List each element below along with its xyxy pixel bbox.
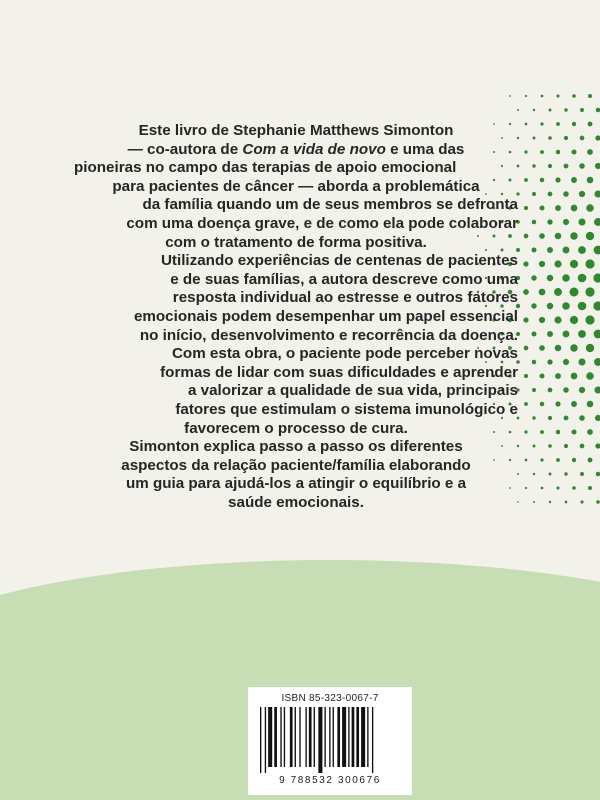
barcode-bar — [274, 707, 277, 767]
pattern-dot — [548, 444, 552, 448]
pattern-dot — [539, 205, 544, 210]
barcode-bar — [356, 707, 359, 767]
pattern-dot — [570, 316, 578, 324]
pattern-dot — [586, 344, 594, 352]
barcode-bar — [265, 707, 266, 773]
pattern-dot — [548, 136, 552, 140]
pattern-dot — [594, 330, 600, 339]
pattern-dot — [593, 301, 600, 310]
book-title-reference: Com a vida de novo — [242, 140, 386, 158]
pattern-dot — [554, 260, 561, 267]
blurb-line: no início, desenvolvimento e recorrência da doença. — [139, 326, 518, 344]
pattern-dot — [556, 150, 560, 154]
pattern-dot — [532, 416, 535, 419]
barcode-bar — [352, 707, 355, 767]
pattern-dot — [572, 122, 576, 126]
pattern-dot — [563, 387, 569, 393]
pattern-dot — [540, 122, 543, 125]
pattern-dot — [570, 232, 577, 239]
blurb-line: fatores que estimulam o sistema imunológico e — [175, 400, 518, 418]
blurb-line: com uma doença grave, e de como ela pode colaborar — [126, 214, 518, 232]
pattern-dot — [586, 204, 593, 211]
pattern-dot — [555, 177, 560, 182]
pattern-dot — [593, 273, 600, 282]
blurb-line: Utilizando experiências de centenas de pacientes — [160, 252, 518, 270]
pattern-dot — [532, 332, 537, 337]
barcode-bars — [258, 707, 404, 773]
pattern-dot — [539, 261, 545, 267]
pattern-dot — [525, 95, 527, 97]
pattern-dot — [570, 288, 579, 297]
pattern-dot — [587, 429, 593, 435]
pattern-dot — [587, 401, 594, 408]
pattern-dot — [525, 459, 528, 462]
pattern-dot — [578, 218, 585, 225]
barcode-bar — [367, 707, 368, 767]
pattern-dot — [585, 315, 594, 324]
pattern-dot — [524, 346, 529, 351]
pattern-dot — [586, 372, 593, 379]
pattern-dot — [524, 206, 528, 210]
blurb-line: a valorizar a qualidade de sua vida, principais — [187, 382, 518, 400]
pattern-dot — [547, 303, 554, 310]
pattern-dot — [556, 122, 560, 126]
pattern-dot — [532, 360, 536, 364]
blurb-line: Com esta obra, o paciente pode perceber novas — [171, 345, 518, 363]
pattern-dot — [524, 430, 527, 433]
pattern-dot — [588, 458, 593, 463]
barcode-label — [248, 687, 412, 795]
pattern-dot — [571, 401, 577, 407]
barcode-bar — [299, 707, 300, 767]
pattern-dot — [547, 247, 553, 253]
pattern-dot — [555, 233, 562, 240]
pattern-dot — [586, 232, 594, 240]
pattern-dot — [531, 275, 536, 280]
pattern-dot — [588, 94, 592, 98]
barcode-bar — [348, 707, 349, 767]
pattern-dot — [578, 246, 586, 254]
blurb-line: para pacientes de câncer — aborda a problemática — [112, 177, 480, 195]
pattern-dot — [539, 345, 545, 351]
barcode-bar — [337, 707, 340, 767]
blurb-line: com o tratamento de forma positiva. — [165, 233, 427, 251]
pattern-dot — [570, 344, 577, 351]
pattern-dot — [595, 443, 600, 448]
pattern-dot — [579, 415, 585, 421]
pattern-dot — [571, 205, 578, 212]
pattern-dot — [564, 416, 569, 421]
pattern-dot — [547, 275, 554, 282]
pattern-dot — [572, 94, 576, 98]
barcode-bar — [284, 707, 285, 767]
pattern-dot — [564, 444, 568, 448]
pattern-dot — [572, 486, 576, 490]
pattern-dot — [594, 190, 600, 197]
pattern-dot — [524, 234, 529, 239]
pattern-dot — [587, 149, 593, 155]
pattern-dot — [595, 135, 600, 140]
pattern-dot — [539, 373, 544, 378]
pattern-dot — [562, 302, 570, 310]
pattern-dot — [539, 233, 545, 239]
back-cover-blurb — [74, 122, 518, 512]
barcode-bar — [290, 707, 293, 767]
pattern-dot — [547, 359, 552, 364]
barcode-bar — [260, 707, 261, 773]
pattern-dot — [588, 122, 593, 127]
pattern-dot — [587, 177, 594, 184]
blurb-line: Simonton explica passo a passo os diferentes — [129, 438, 463, 456]
pattern-dot — [525, 487, 527, 489]
pattern-dot — [531, 303, 536, 308]
pattern-dot — [549, 109, 552, 112]
pattern-dot — [570, 260, 578, 268]
pattern-dot — [585, 259, 594, 268]
pattern-dot — [524, 402, 528, 406]
pattern-dot — [571, 177, 577, 183]
barcode-bar — [329, 707, 330, 767]
blurb-line: — co-autora de Com a vida de novo e uma das — [127, 140, 465, 158]
pattern-dot — [532, 220, 536, 224]
barcode-bar — [305, 707, 306, 767]
pattern-dot — [555, 401, 560, 406]
pattern-dot — [548, 388, 553, 393]
barcode-bar — [324, 707, 325, 767]
pattern-dot — [562, 274, 570, 282]
pattern-dot — [555, 373, 561, 379]
pattern-dot — [540, 458, 543, 461]
blurb-line: aspectos da relação paciente/família elaborando — [121, 456, 471, 474]
pattern-dot — [571, 429, 576, 434]
pattern-dot — [549, 501, 551, 503]
pattern-dot — [594, 218, 600, 226]
pattern-dot — [580, 136, 585, 141]
pattern-dot — [548, 192, 553, 197]
pattern-dot — [533, 445, 536, 448]
blurb-line: saúde emocionais. — [228, 493, 364, 511]
barcode-bar — [268, 707, 272, 767]
pattern-dot — [571, 373, 578, 380]
pattern-dot — [539, 317, 545, 323]
pattern-dot — [524, 178, 528, 182]
pattern-dot — [579, 387, 585, 393]
pattern-dot — [532, 164, 535, 167]
pattern-dot — [523, 317, 528, 322]
pattern-dot — [580, 444, 585, 449]
pattern-dot — [563, 191, 569, 197]
pattern-dot — [594, 386, 600, 393]
pattern-dot — [525, 123, 528, 126]
blurb-line: emocionais podem desempenhar um papel essencial — [133, 307, 518, 325]
pattern-dot — [578, 330, 586, 338]
pattern-dot — [539, 289, 546, 296]
pattern-dot — [563, 219, 569, 225]
pattern-dot — [532, 388, 536, 392]
pattern-dot — [588, 486, 592, 490]
blurb-line: favorecem o processo de cura. — [184, 419, 408, 437]
pattern-dot — [540, 430, 544, 434]
pattern-dot — [540, 402, 544, 406]
pattern-dot — [556, 486, 559, 489]
pattern-dot — [563, 331, 570, 338]
pattern-dot — [578, 358, 585, 365]
pattern-dot — [517, 109, 519, 111]
pattern-dot — [556, 430, 560, 434]
pattern-dot — [532, 248, 537, 253]
pattern-dot — [596, 472, 600, 476]
pattern-dot — [548, 164, 552, 168]
pattern-dot — [523, 289, 529, 295]
pattern-dot — [564, 472, 567, 475]
pattern-dot — [565, 501, 568, 504]
blurb-line: Este livro de Stephanie Matthews Simonton — [138, 122, 454, 139]
pattern-dot — [533, 109, 535, 111]
pattern-dot — [585, 287, 594, 296]
barcode-bar — [318, 707, 322, 773]
pattern-dot — [524, 150, 527, 153]
pattern-dot — [523, 261, 528, 266]
barcode-bar — [280, 707, 281, 767]
pattern-dot — [579, 191, 585, 197]
pattern-dot — [547, 331, 553, 337]
pattern-dot — [580, 472, 584, 476]
pattern-dot — [572, 458, 576, 462]
barcode-bar — [333, 707, 334, 767]
pattern-dot — [524, 374, 528, 378]
pattern-dot — [541, 487, 544, 490]
pattern-dot — [594, 358, 600, 366]
pattern-dot — [595, 163, 600, 169]
blurb-line: da família quando um de seus membros se defronta — [142, 196, 518, 214]
pattern-dot — [540, 150, 544, 154]
blurb-line: e de suas famílias, a autora descreve como uma — [170, 270, 518, 288]
pattern-dot — [554, 288, 562, 296]
barcode-bar — [372, 707, 373, 773]
pattern-dot — [554, 316, 561, 323]
pattern-dot — [578, 302, 587, 311]
pattern-dot — [563, 359, 569, 365]
pattern-dot — [579, 163, 585, 169]
pattern-dot — [596, 500, 600, 504]
pattern-dot — [547, 219, 552, 224]
blurb-line: resposta individual ao estresse e outros fatores — [172, 289, 518, 307]
barcode-bar — [361, 707, 365, 767]
pattern-dot — [533, 137, 536, 140]
pattern-dot — [580, 500, 583, 503]
pattern-dot — [555, 345, 562, 352]
pattern-dot — [595, 415, 600, 421]
pattern-dot — [578, 274, 587, 283]
pattern-dot — [549, 473, 552, 476]
barcode-bar — [314, 707, 315, 767]
pattern-dot — [563, 247, 570, 254]
pattern-dot — [533, 473, 535, 475]
pattern-dot — [548, 416, 552, 420]
isbn-text: ISBN 85-323-0067-7 — [281, 693, 379, 704]
pattern-dot — [580, 108, 584, 112]
pattern-dot — [532, 192, 536, 196]
blurb-line: um guia para ajudá-los a atingir o equilíbrio e a — [125, 475, 467, 493]
pattern-dot — [555, 205, 561, 211]
pattern-dot — [556, 94, 559, 97]
pattern-dot — [571, 149, 576, 154]
pattern-dot — [541, 95, 544, 98]
pattern-dot — [564, 164, 569, 169]
blurb-line: formas de lidar com suas dificuldades e aprender — [160, 363, 518, 381]
barcode-bar — [309, 707, 312, 767]
blurb-line: pioneiras no campo das terapias de apoio emocional — [74, 159, 457, 177]
pattern-dot — [533, 501, 535, 503]
pattern-dot — [564, 108, 567, 111]
pattern-dot — [564, 136, 568, 140]
barcode-bar — [342, 707, 346, 767]
barcode-bar — [295, 707, 296, 767]
pattern-dot — [594, 246, 600, 255]
pattern-dot — [596, 108, 600, 112]
pattern-dot — [556, 458, 560, 462]
pattern-dot — [540, 178, 544, 182]
barcode-number: 9 788532 300676 — [279, 775, 381, 786]
pattern-dot — [509, 95, 511, 97]
